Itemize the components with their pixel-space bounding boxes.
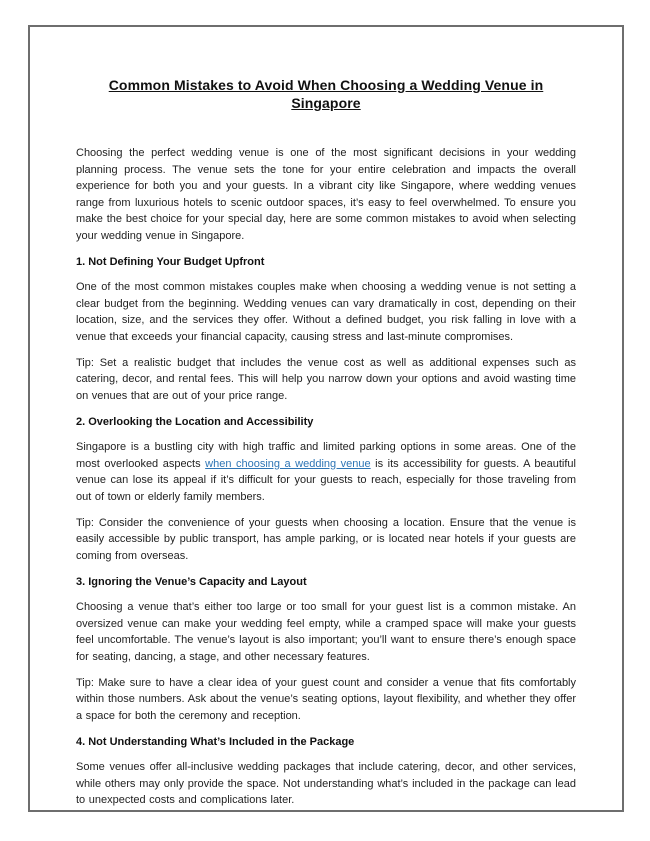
section-body-capacity: Choosing a venue that’s either too large or too small for your guest list is a common mistake. An oversized venue can make your wedding feel empty, while a cramped space will make your guests feel uncomfortable. The venue’s layout is also important; you’ll want to ensure there’s enough space for seating, dancing, a stage, and other necessary features. xyxy=(76,601,576,663)
section-body-package: Some venues offer all-inclusive wedding packages that include catering, decor, and other services, while others may only provide the space. Not understanding what’s included in the package can lead to unexpected costs and complications later. xyxy=(76,761,576,806)
body-text-before-link: Singapore is a bustling city with high traffic and limited parking options in some areas. One of the most overlooked aspects xyxy=(76,441,576,470)
intro-paragraph: Choosing the perfect wedding venue is one of the most significant decisions in your wedding planning process. The venue sets the tone for your entire celebration and impacts the overall experience for both you and your guests. In a vibrant city like Singapore, where wedding venues range from luxurious hotels to scenic outdoor spaces, it’s easy to feel overwhelmed. To ensure you make the best choice for your special day, here are some common mistakes to avoid when selecting your wedding venue in Singapore. xyxy=(76,147,576,242)
section-location xyxy=(76,414,576,565)
section-heading-location: 2. Overlooking the Location and Accessibility xyxy=(76,415,314,428)
section-capacity xyxy=(76,574,576,725)
wedding-venue-link[interactable]: when choosing a wedding venue xyxy=(205,457,371,470)
section-body-location xyxy=(76,439,576,505)
document-title: Common Mistakes to Avoid When Choosing a Wedding Venue in Singapore xyxy=(108,77,544,111)
section-budget xyxy=(76,254,576,405)
section-heading-package: 4. Not Understanding What’s Included in the Package xyxy=(76,735,355,748)
section-body-budget: One of the most common mistakes couples make when choosing a wedding venue is not setting a clear budget from the beginning. Wedding venues can vary dramatically in cost, depending on their location, size, and the services they offer. Without a defined budget, you risk falling in love with a venue that exceeds your financial capacity, causing stress and last-minute compromises. xyxy=(76,281,576,343)
section-package xyxy=(76,734,576,809)
page-content xyxy=(76,76,576,818)
page-border xyxy=(28,25,624,812)
tip-paragraph-capacity: Tip: Make sure to have a clear idea of your guest count and consider a venue that fits comfortably within those numbers. Ask about the venue’s seating options, layout flexibility, and whether they offer a space for both the ceremony and reception. xyxy=(76,676,576,722)
tip-paragraph-location: Tip: Consider the convenience of your guests when choosing a location. Ensure that the venue is easily accessible by public transport, has ample parking, or is located near hotels if your guests are coming from overseas. xyxy=(76,516,576,562)
section-heading-budget: 1. Not Defining Your Budget Upfront xyxy=(76,255,265,268)
tip-paragraph-budget: Tip: Set a realistic budget that includes the venue cost as well as additional expenses such as catering, decor, and rental fees. This will help you narrow down your options and avoid wasting time on venues that are out of your price range. xyxy=(76,356,576,402)
body-text-after-link: is its accessibility for guests. A beautiful venue can lose its appeal if it’s difficult for your guests to reach, especially for those traveling from out of town or elderly family members. xyxy=(76,457,576,503)
section-heading-capacity: 3. Ignoring the Venue’s Capacity and Layout xyxy=(76,575,307,588)
